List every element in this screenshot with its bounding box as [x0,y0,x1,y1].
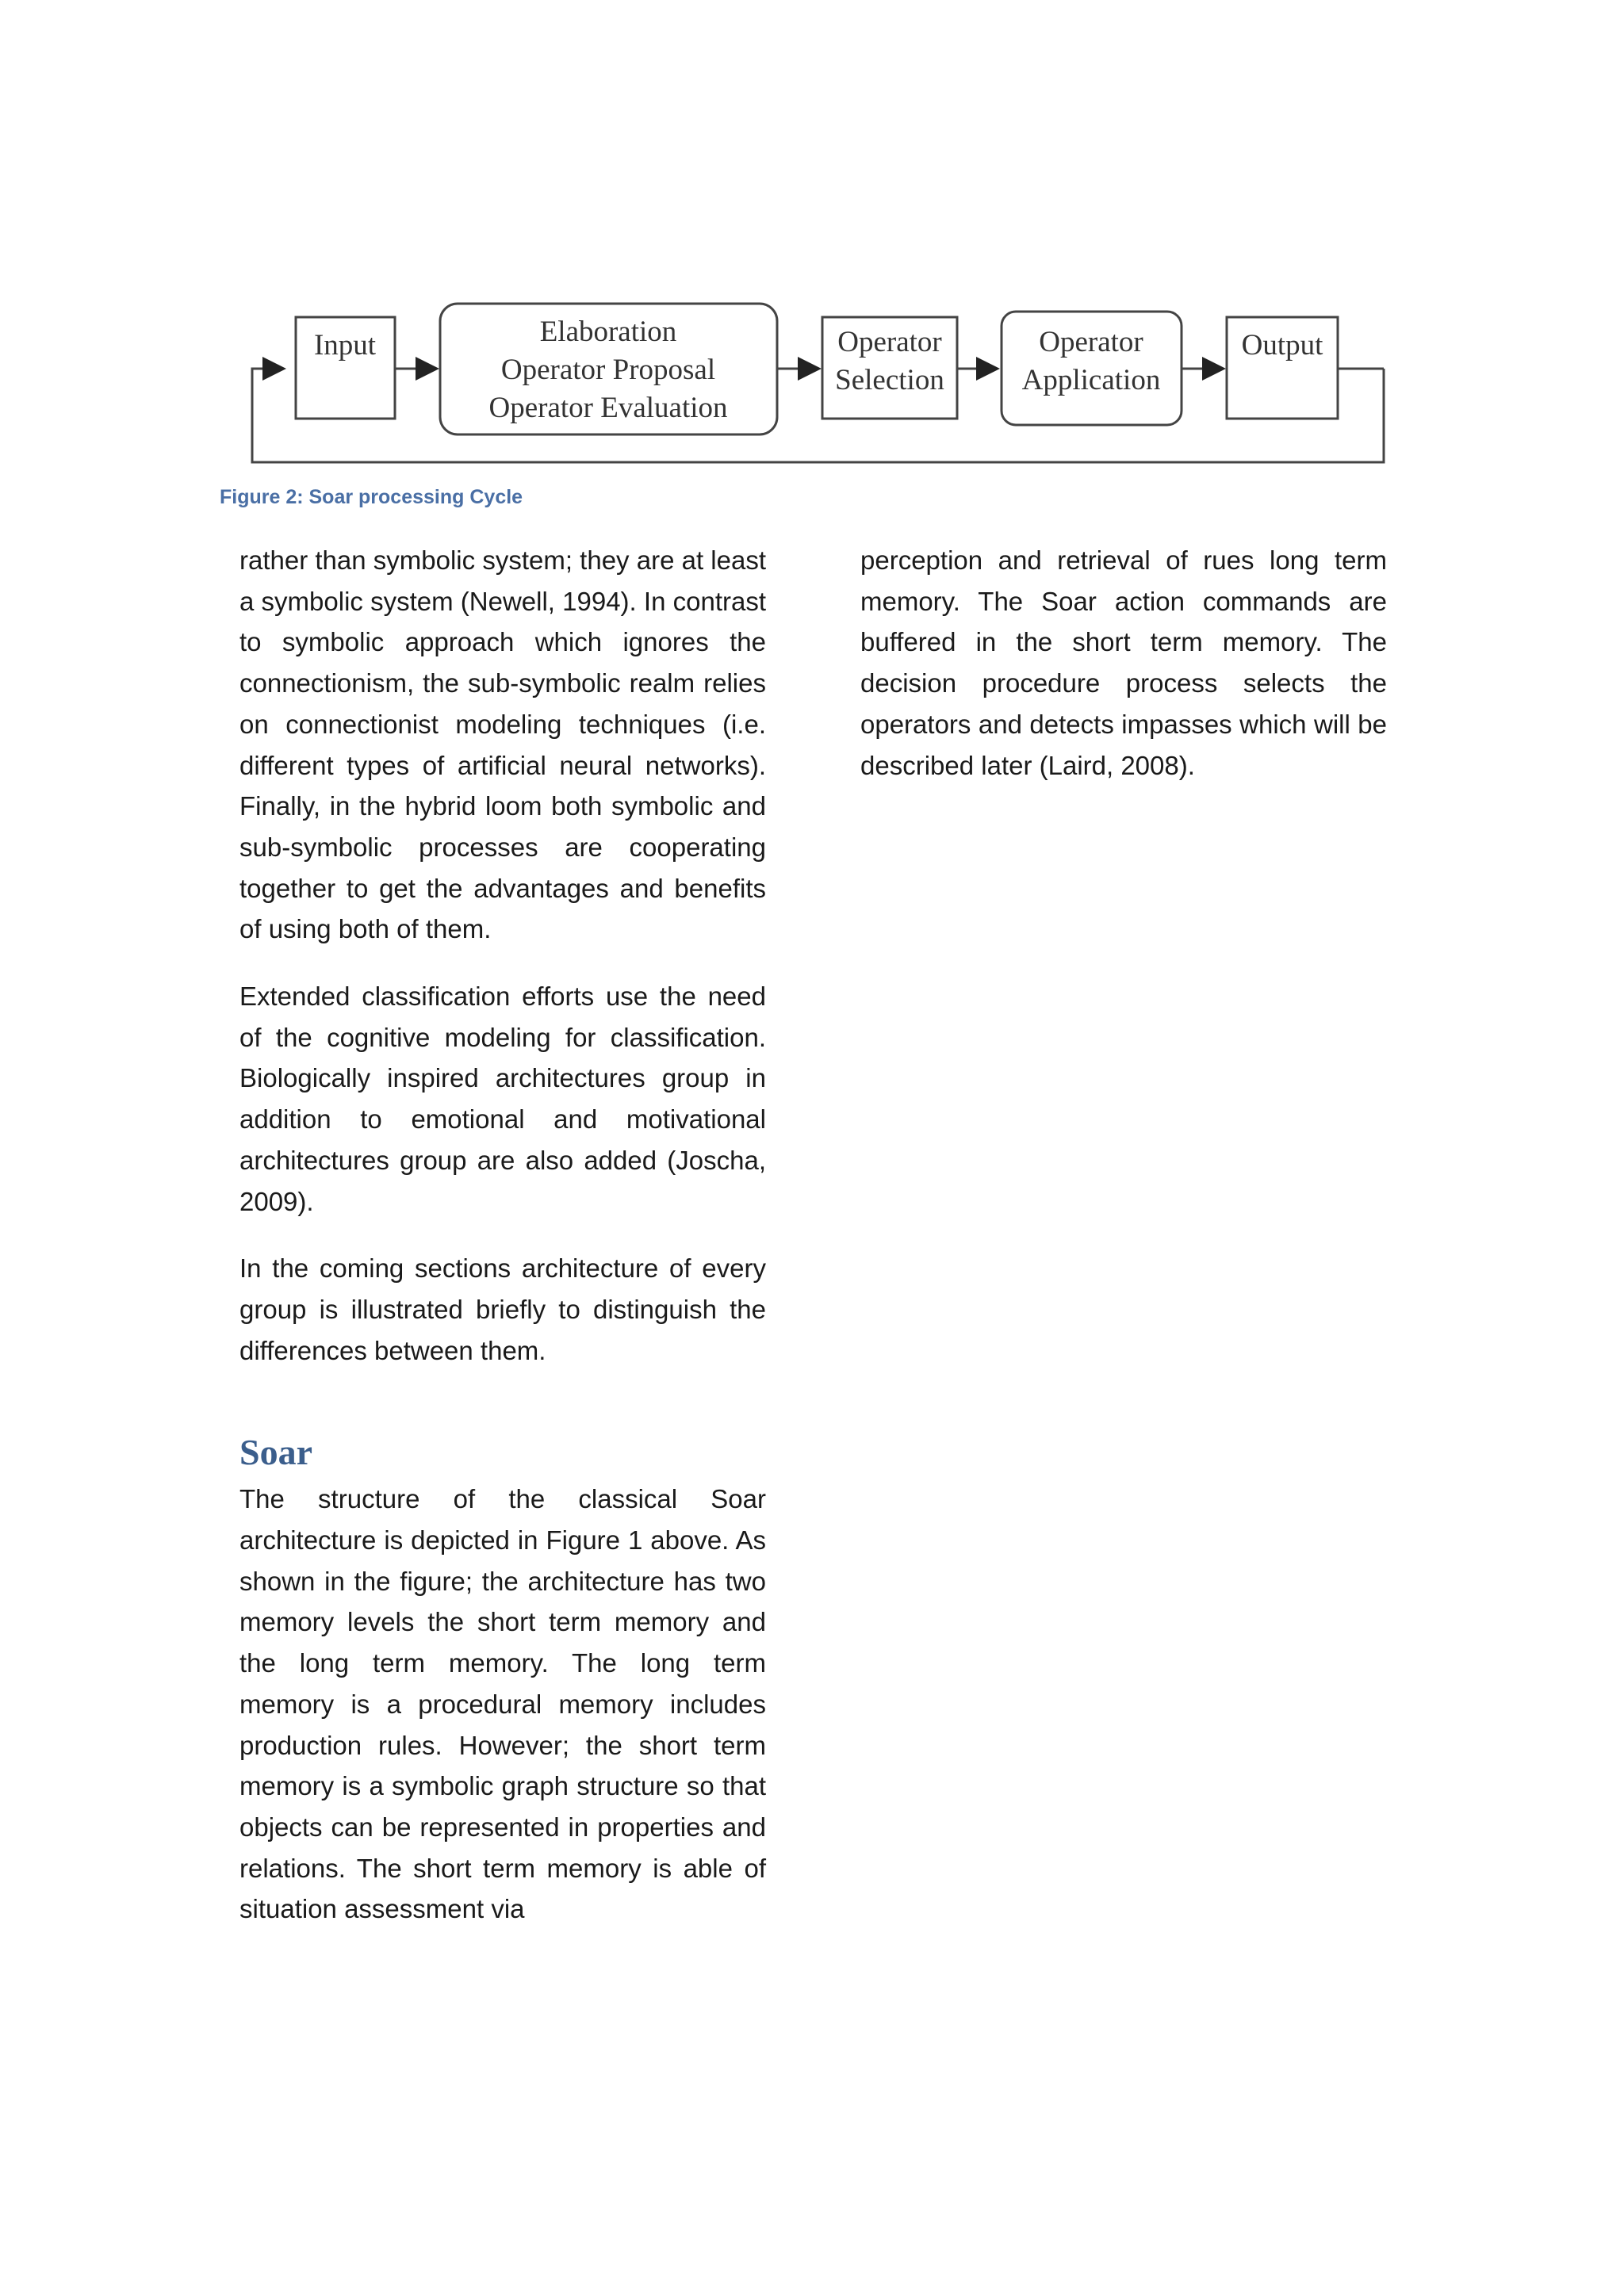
left-column [239,540,766,1956]
loop-line [252,369,1384,462]
soar-cycle-diagram [246,297,1388,472]
application-label-1: Operator [1039,326,1143,358]
operator-evaluation-label: Operator Evaluation [488,392,728,424]
paragraph: In the coming sections architecture of every group is illustrated briefly to distinguish the differences between them. [239,1253,766,1365]
paragraph: perception and retrieval of rues long term memory. The Soar action commands are buffered in the short term memory. The decision procedure process selects the operators and detects impasses which will be described later (Laird, 2008). [860,545,1387,780]
paragraph: rather than symbolic system; they are at least a symbolic system (Newell, 1994). In contrast to symbolic approach which ignores the connectionism, the sub-symbolic realm relies on connectionist modeling techniques (i.e. different types of artificial neural networks). Finally, in the hybrid loom both symbolic and sub-symbolic processes are cooperating together to get the advantages and benefits of using both of them. [239,545,766,944]
paragraph: The structure of the classical Soar architecture is depicted in Figure 1 above. As shown in the figure; the architecture has two memory levels the short term memory and the long term memory. The long term memory is a procedural memory includes production rules. However; the short term memory is a symbolic graph structure so that objects can be represented in properties and relations. The short term memory is able of situation assessment via [239,1484,766,1924]
selection-label-2: Selection [835,364,944,396]
operator-proposal-label: Operator Proposal [500,354,716,386]
elaboration-label: Elaboration [539,316,677,348]
section-heading-soar: Soar [239,1432,312,1473]
figure-caption: Figure 2: Soar processing Cycle [220,486,523,508]
input-label: Input [313,329,377,362]
diagram-svg [246,297,1388,472]
application-label-2: Application [1021,364,1161,396]
right-column [860,540,1387,812]
paragraph: Extended classification efforts use the need of the cognitive modeling for classification. Biologically inspired architectures group in addition to emotional and motivational architectures group are also added (Joscha, 2009). [239,982,766,1216]
selection-label-1: Operator [837,326,942,358]
output-label: Output [1241,329,1323,362]
